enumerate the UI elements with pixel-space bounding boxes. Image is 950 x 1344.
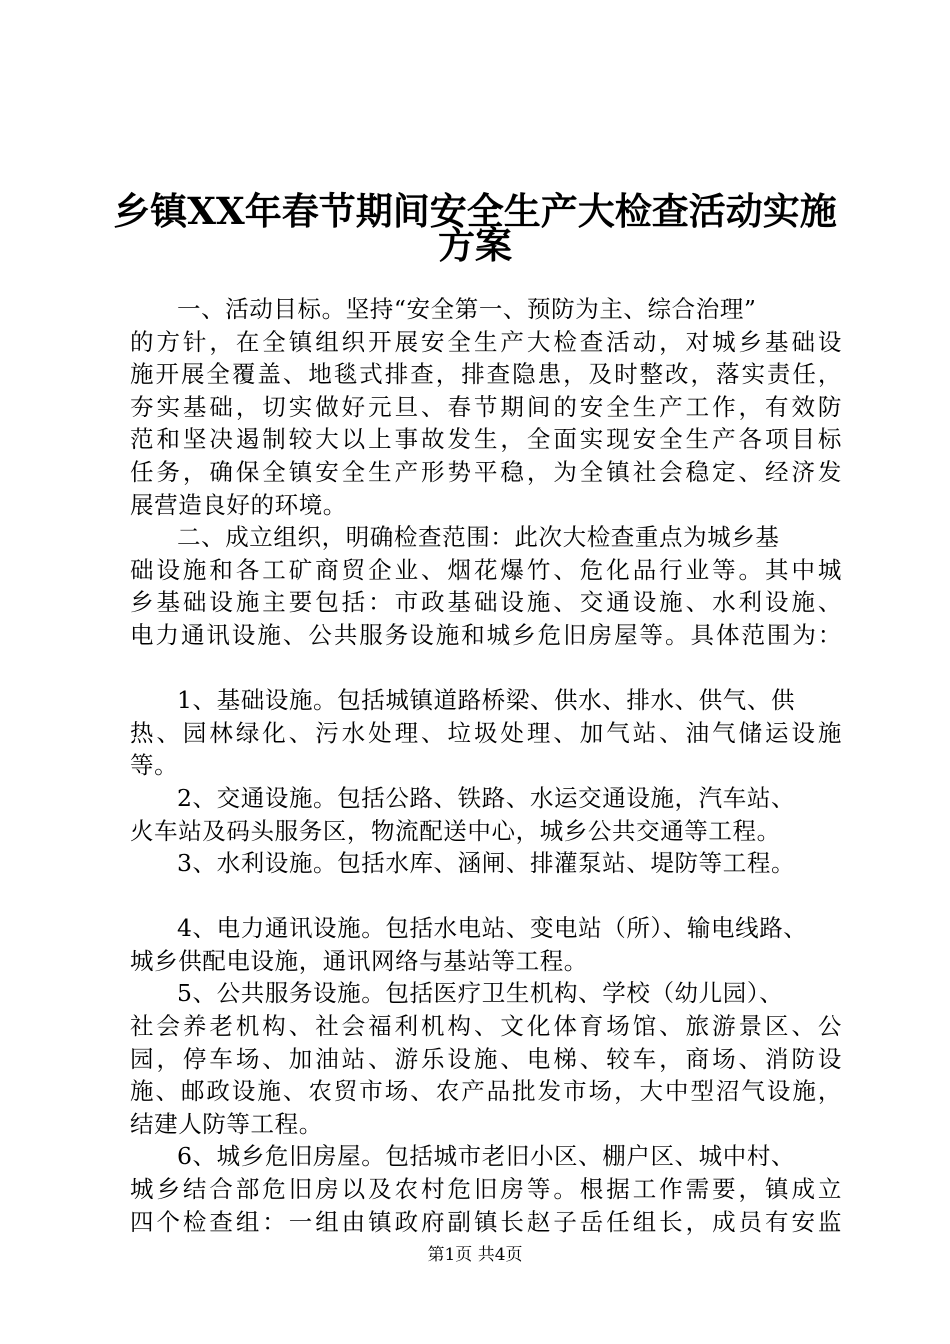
document-title-line-1: 乡镇XX年春节期间安全生产大检查活动实施 [113, 189, 837, 233]
paragraph-line: 夯实基础，切实做好元旦、春节期间的安全生产工作，有效防 [130, 392, 842, 421]
paragraph-line: 园，停车场、加油站、游乐设施、电梯、较车，商场、消防设 [130, 1044, 842, 1073]
paragraph-line: 社会养老机构、社会福利机构、文化体育场馆、旅游景区、公 [130, 1012, 842, 1041]
document-title-line-2: 方案 [438, 223, 512, 267]
paragraph-line: 任务，确保全镇安全生产形势平稳，为全镇社会稳定、经济发 [130, 457, 842, 486]
paragraph-line: 结建人防等工程。 [130, 1109, 323, 1138]
paragraph-line: 4、电力通讯设施。包括水电站、变电站（所）、输电线路、 [177, 914, 808, 943]
paragraph-line: 范和坚决遏制较大以上事故发生，全面实现安全生产各项目标 [130, 425, 842, 454]
paragraph-line: 5、公共服务设施。包括医疗卫生机构、学校（幼儿园）、 [177, 979, 784, 1008]
paragraph-line: 施、邮政设施、农贸市场、农产品批发市场，大中型沼气设施， [130, 1077, 842, 1106]
paragraph-line: 二、成立组织，明确检查范围：此次大检查重点为城乡基 [177, 523, 780, 552]
paragraph-line: 四个检查组：一组由镇政府副镇长赵子岳任组长，成员有安监 [130, 1207, 842, 1236]
blank-line [130, 880, 842, 913]
paragraph-line: 3、水利设施。包括水库、涵闸、排灌泵站、堤防等工程。 [177, 849, 796, 878]
paragraph-line: 火车站及码头服务区，物流配送中心，城乡公共交通等工程。 [130, 816, 781, 845]
paragraph-line: 热、园林绿化、污水处理、垃圾处理、加气站、油气储运设施 [130, 718, 842, 747]
paragraph-line: 础设施和各工矿商贸企业、烟花爆竹、危化品行业等。其中城 [130, 555, 842, 584]
paragraph-line: 一、活动目标。坚持“安全第一、预防为主、综合治理” [177, 295, 757, 323]
blank-line [130, 652, 842, 685]
paragraph-line: 城乡结合部危旧房以及农村危旧房等。根据工作需要，镇成立 [130, 1175, 842, 1204]
document-body [130, 293, 842, 1238]
paragraph-line: 等。 [130, 751, 179, 780]
paragraph-line: 施开展全覆盖、地毯式排查，排查隐患，及时整改，落实责任， [130, 360, 842, 389]
page-footer: 第1页 共4页 [427, 1245, 523, 1265]
paragraph-line: 乡基础设施主要包括：市政基础设施、交通设施、水利设施、 [130, 588, 842, 617]
paragraph-line: 电力通讯设施、公共服务设施和城乡危旧房屋等。具体范围为： [130, 620, 842, 649]
paragraph-line: 的方针，在全镇组织开展安全生产大检查活动，对城乡基础设 [130, 327, 842, 356]
paragraph-line: 6、城乡危旧房屋。包括城市老旧小区、棚户区、城中村、 [177, 1142, 796, 1171]
paragraph-line: 城乡供配电设施，通讯网络与基站等工程。 [130, 946, 588, 975]
paragraph-line: 1、基础设施。包括城镇道路桥梁、供水、排水、供气、供 [177, 686, 796, 715]
paragraph-line: 展营造良好的环境。 [130, 490, 347, 519]
paragraph-line: 2、交通设施。包括公路、铁路、水运交通设施，汽车站、 [177, 783, 796, 812]
